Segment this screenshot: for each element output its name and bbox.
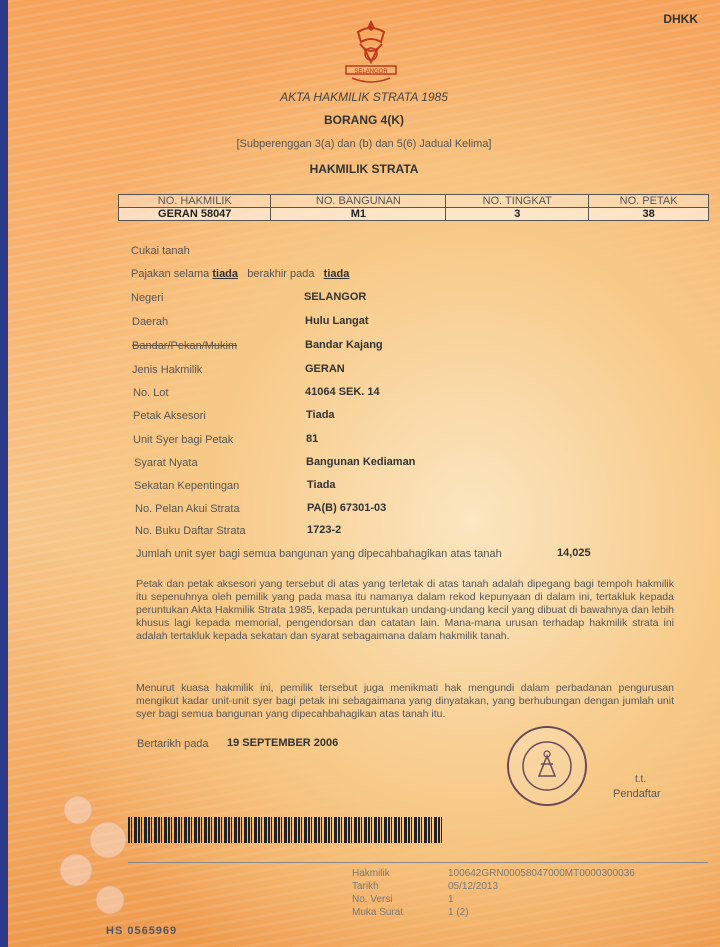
share-total-value: 14,025 — [557, 547, 591, 559]
lease-ending: tiada — [323, 268, 350, 280]
field-value-restriction: Tiada — [307, 479, 336, 491]
field-value-strata-plan: PA(B) 67301-03 — [307, 502, 387, 514]
field-value-town: Bandar Kajang — [305, 339, 383, 351]
flower-watermark-icon — [48, 780, 138, 935]
svg-text:SELANGOR: SELANGOR — [354, 69, 388, 75]
field-value-state: SELANGOR — [304, 291, 367, 303]
signature-tt: t.t. — [635, 774, 647, 785]
footer-label-date: Tarikh — [352, 881, 379, 892]
footer-value-version: 1 — [448, 894, 454, 905]
dated-label: Bertarikh pada — [137, 738, 209, 750]
signature-role: Pendaftar — [613, 788, 661, 800]
lease-duration: tiada — [212, 268, 239, 280]
field-value-accessory-parcel: Tiada — [306, 409, 335, 421]
field-label-land-tax: Cukai tanah — [131, 245, 190, 257]
field-value-express-condition: Bangunan Kediaman — [306, 456, 416, 468]
footer-value-title: 100642GRN00058047000MT0000300036 — [448, 868, 635, 879]
field-value-lot-no: 41064 SEK. 14 — [305, 386, 380, 398]
share-total-label: Jumlah unit syer bagi semua bangunan yang dipecahbahagikan atas tanah — [136, 548, 502, 560]
value-floor-no: 3 — [446, 208, 589, 221]
field-label-express-condition: Syarat Nyata — [134, 457, 198, 469]
field-label-district: Daerah — [132, 316, 169, 328]
form-code: DHKK — [663, 12, 698, 26]
header-parcel-no: NO. PETAK — [589, 195, 709, 208]
field-label-strata-plan: No. Pelan Akui Strata — [135, 503, 240, 515]
field-label-restriction: Sekatan Kepentingan — [134, 480, 240, 492]
field-value-title-type: GERAN — [305, 363, 345, 375]
footer-label-title: Hakmilik — [352, 868, 390, 879]
strata-title-document — [8, 0, 720, 947]
footer-label-page: Muka Surat — [352, 907, 404, 918]
field-label-strata-register: No. Buku Daftar Strata — [135, 525, 246, 537]
act-title: AKTA HAKMILIK STRATA 1985 — [280, 90, 448, 104]
selangor-crest-icon — [338, 18, 404, 93]
field-label-lot-no: No. Lot — [133, 387, 169, 399]
field-value-district: Hulu Langat — [305, 315, 369, 327]
value-parcel-no: 38 — [589, 208, 709, 221]
paragraph-voting-rights: Menurut kuasa hakmilik ini, pemilik tersebut juga menikmati hak mengundi dalam perbadanan pengurusan mengikut kadar unit-unit syer bagi petak ini sebagaimana yang dinyatakan, yang berhubungan dengan jumlah unit syer bagi semua bangunan yang dipecahbahagikan atas tanah itu. — [136, 682, 674, 720]
header-floor-no: NO. TINGKAT — [446, 195, 589, 208]
footer-label-version: No. Versi — [352, 894, 393, 905]
field-label-town: Bandar/Pekan/Mukim — [132, 340, 238, 352]
field-label-share-units: Unit Syer bagi Petak — [133, 434, 234, 446]
footer-value-date: 05/12/2013 — [448, 881, 499, 892]
lease-row — [131, 268, 349, 280]
footer-divider — [128, 862, 708, 863]
title-summary-table — [118, 194, 709, 221]
document-barcode — [128, 817, 442, 843]
header-title-no: NO. HAKMILIK — [119, 195, 271, 208]
lease-ending-label: berakhir pada — [247, 268, 315, 280]
field-value-share-units: 81 — [306, 433, 319, 445]
registrar-seal-icon — [505, 724, 589, 813]
lease-label: Pajakan selama — [131, 268, 210, 280]
field-label-title-type: Jenis Hakmilik — [132, 364, 203, 376]
serial-number: HS 0565969 — [106, 925, 178, 937]
subsection-reference: [Subperenggan 3(a) dan (b) dan 5(6) Jadual Kelima] — [236, 138, 492, 150]
value-building-no: M1 — [271, 208, 446, 221]
dated-value: 19 SEPTEMBER 2006 — [227, 737, 339, 749]
header-building-no: NO. BANGUNAN — [271, 195, 446, 208]
form-number: BORANG 4(K) — [324, 113, 404, 127]
document-title: HAKMILIK STRATA — [309, 162, 419, 176]
value-title-no: GERAN 58047 — [119, 208, 271, 221]
field-label-accessory-parcel: Petak Aksesori — [133, 410, 206, 422]
field-value-strata-register: 1723-2 — [307, 524, 342, 536]
paragraph-tenure: Petak dan petak aksesori yang tersebut di atas yang terletak di atas tanah adalah dipegang bagi tempoh hakmilik itu sepenuhnya oleh pemilik yang pada masa itu namanya dalam rekod kepunyaan di dalam ini, tertakluk kepada peruntukan Akta Hakmilik Strata 1985, kepada peruntukan undang-undang kecil yang dibuat di bawahnya dan lebih khusus lagi kepada memorial, pengendorsan dan catatan lain. Mana-mana urusan terhadap hakmilik strata ini adalah tertakluk kepada sekatan dan syarat sebagaimana dalam hakmilik tanah. — [136, 578, 674, 642]
footer-value-page: 1 (2) — [448, 907, 469, 918]
field-label-state: Negeri — [131, 292, 164, 304]
